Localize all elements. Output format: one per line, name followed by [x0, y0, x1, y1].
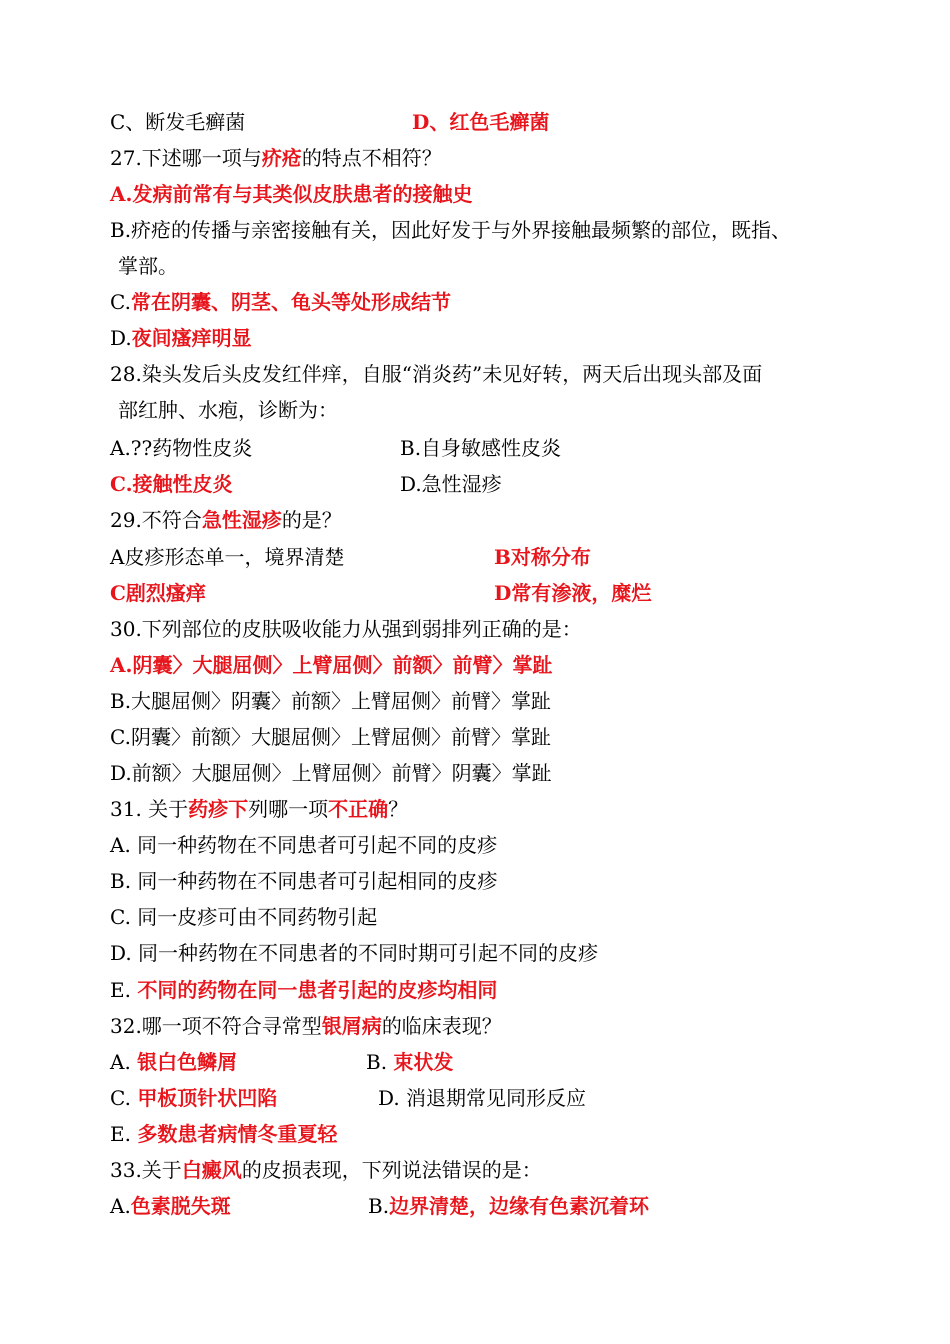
q31-stem-mid: 列哪一项 [248, 797, 329, 821]
q29-stem-post: 的是？ [281, 508, 342, 532]
q33-option-a-text: 色素脱失斑 [130, 1194, 231, 1218]
q31-option-c: C. 同一皮疹可由不同药物引起 [110, 905, 378, 929]
q33-stem [110, 1158, 542, 1182]
q32-options-cd [110, 1086, 587, 1110]
q27-option-c-text: 常在阴囊、阴茎、龟头等处形成结节 [130, 290, 451, 314]
q33-stem-pre: 33.关于 [110, 1158, 182, 1182]
q31-option-d: D. 同一种药物在不同患者的不同时期可引起不同的皮疹 [110, 941, 599, 965]
q31-stem [110, 797, 408, 821]
q29-option-c: C剧烈瘙痒 [110, 581, 206, 605]
q33-options-ab [110, 1194, 650, 1218]
q27-option-d [110, 326, 252, 350]
q30-option-c: C.阴囊〉前额〉大腿屈侧〉上臂屈侧〉前臂〉掌趾 [110, 725, 551, 749]
q27-option-d-prefix: D. [110, 326, 132, 350]
q32-stem [110, 1014, 502, 1038]
q27-option-c-prefix: C. [110, 290, 131, 314]
q32-stem-post: 的临床表现？ [381, 1014, 502, 1038]
q29-stem [110, 508, 342, 532]
q27-option-a: A.发病前常有与其类似皮肤患者的接触史 [110, 182, 473, 206]
q30-option-a [110, 653, 552, 677]
q32-options-ab [110, 1050, 454, 1074]
q28-option-b: B.自身敏感性皮炎 [400, 436, 562, 460]
q28-stem-line2: 部红肿、水疱，诊断为： [118, 398, 338, 422]
q26-option-c: C、断发毛癣菌 [110, 110, 246, 134]
q31-option-e-prefix: E. [110, 978, 138, 1002]
q31-stem-pre: 31. 关于 [110, 797, 189, 821]
q27-option-b-line2: 掌部。 [118, 254, 178, 278]
q29-options-cd [110, 581, 652, 605]
q33-option-b-text: 边界清楚，边缘有色素沉着环 [389, 1194, 650, 1218]
q27-stem-keyword: 疥疮 [261, 146, 302, 170]
q31-option-e [110, 978, 497, 1002]
q31-option-e-text: 不同的药物在同一患者引起的皮疹均相同 [137, 978, 498, 1002]
q29-stem-pre: 29.不符合 [110, 508, 202, 532]
q32-option-c-text: 甲板顶针状凹陷 [137, 1086, 278, 1110]
q30-stem: 30.下列部位的皮肤吸收能力从强到弱排列正确的是： [110, 617, 582, 641]
q27-option-b-line1: B.疥疮的传播与亲密接触有关，因此好发于与外界接触最频繁的部位，既指、 [110, 218, 792, 242]
q32-stem-pre: 32.哪一项不符合寻常型 [110, 1014, 322, 1038]
q32-option-d: D. 消退期常见同形反应 [378, 1086, 587, 1110]
q32-option-a-text: 银白色鳞屑 [137, 1050, 238, 1074]
q28-option-d: D.急性湿疹 [400, 472, 502, 496]
q28-option-c: C.接触性皮炎 [110, 472, 233, 496]
q32-option-a-prefix: A. [110, 1050, 138, 1074]
q31-stem-keyword1: 药疹下 [188, 797, 249, 821]
q33-option-a-prefix: A. [110, 1194, 131, 1218]
q27-stem-post: 的特点不相符？ [301, 146, 442, 170]
q32-option-b [366, 1050, 453, 1074]
q29-option-a: A皮疹形态单一，境界清楚 [110, 545, 345, 569]
q32-stem-keyword: 银屑病 [321, 1014, 382, 1038]
q28-stem-line1: 28.染头发后头皮发红伴痒，自服“消炎药”未见好转，两天后出现头部及面 [110, 362, 763, 386]
q27-stem-pre: 27.下述哪一项与 [110, 146, 262, 170]
q31-stem-keyword2: 不正确 [328, 797, 389, 821]
q33-option-b [368, 1194, 649, 1218]
q26-option-d: D、红色毛癣菌 [412, 110, 550, 134]
q33-option-b-prefix: B. [368, 1194, 390, 1218]
q30-option-a-text: 阴囊〉大腿屈侧〉上臂屈侧〉前额〉前臂〉掌趾 [132, 653, 553, 677]
q32-option-e-text: 多数患者病情冬重夏轻 [137, 1122, 338, 1146]
q30-option-d: D.前额〉大腿屈侧〉上臂屈侧〉前臂〉阴囊〉掌趾 [110, 761, 552, 785]
q33-stem-post: 的皮损表现，下列说法错误的是： [241, 1158, 542, 1182]
q28-options-cd [110, 472, 502, 496]
q27-option-d-text: 夜间瘙痒明显 [131, 326, 252, 350]
q26-options-cd [110, 110, 550, 134]
q32-option-c-prefix: C. [110, 1086, 138, 1110]
q32-option-e [110, 1122, 337, 1146]
q32-option-e-prefix: E. [110, 1122, 138, 1146]
q29-option-d: D常有渗液，糜烂 [494, 581, 652, 605]
q33-stem-keyword: 白癜风 [181, 1158, 242, 1182]
q28-options-ab [110, 436, 562, 460]
q32-option-b-text: 束状发 [393, 1050, 454, 1074]
q30-option-b: B.大腿屈侧〉阴囊〉前额〉上臂屈侧〉前臂〉掌趾 [110, 689, 552, 713]
q29-options-ab [110, 545, 591, 569]
q27-option-c [110, 290, 451, 314]
q31-option-b: B. 同一种药物在不同患者可引起相同的皮疹 [110, 869, 498, 893]
q29-stem-keyword: 急性湿疹 [201, 508, 282, 532]
q31-stem-post: ？ [388, 797, 409, 821]
q29-option-b: B对称分布 [494, 545, 591, 569]
q28-option-a: A.??药物性皮炎 [110, 436, 253, 460]
q27-stem [110, 146, 442, 170]
q31-option-a: A. 同一种药物在不同患者可引起不同的皮疹 [110, 833, 498, 857]
q30-option-a-prefix: A. [110, 653, 133, 677]
q32-option-b-prefix: B. [366, 1050, 394, 1074]
